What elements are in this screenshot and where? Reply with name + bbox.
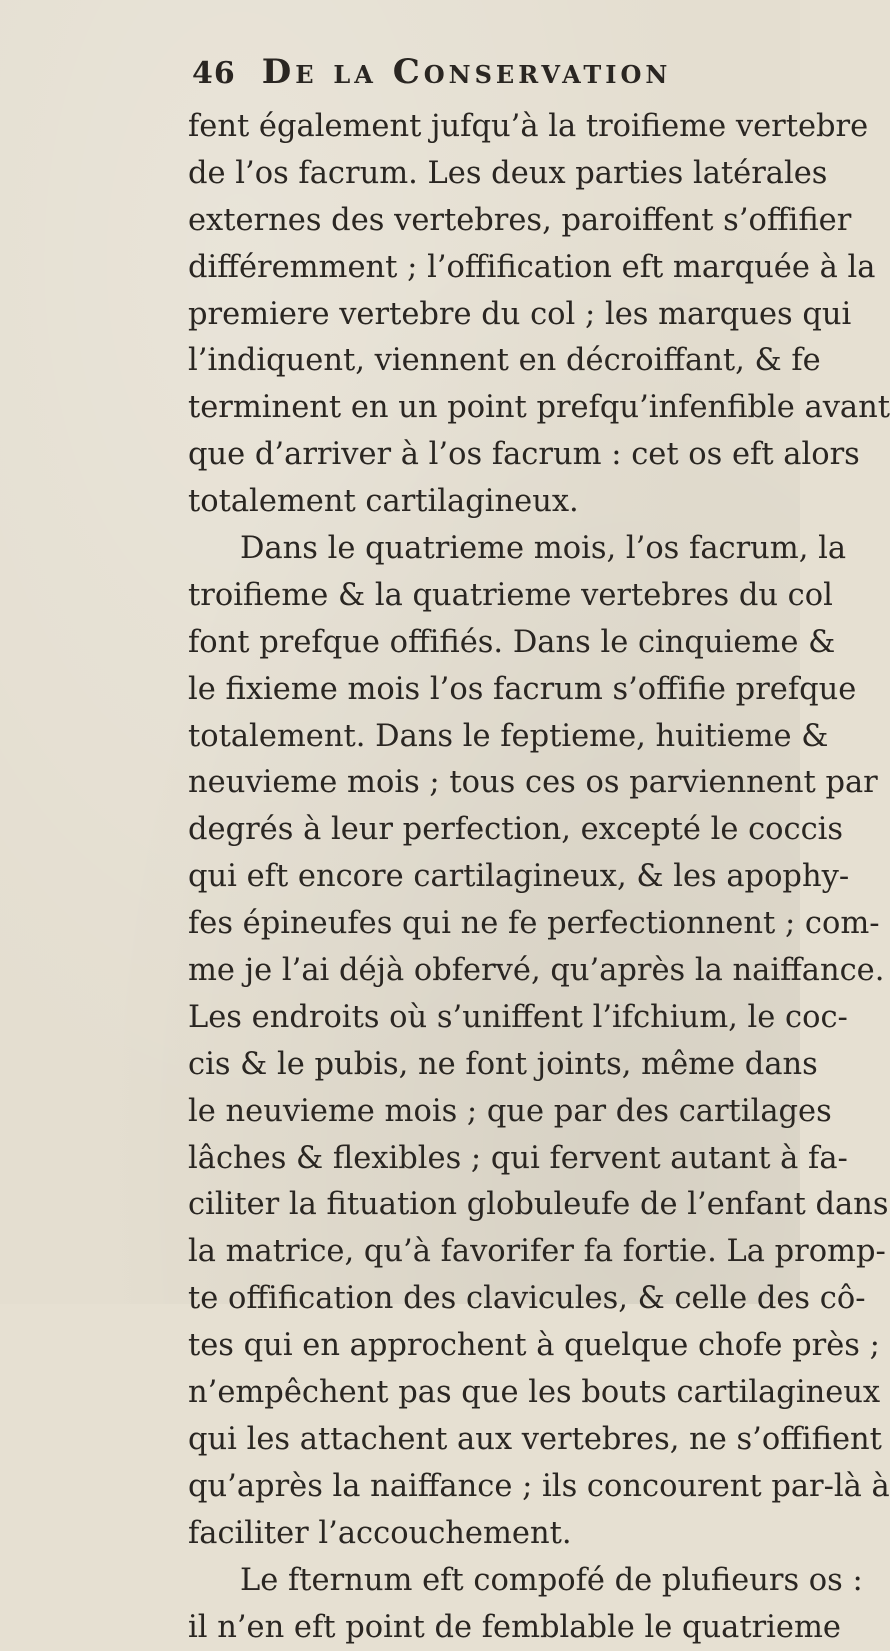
text-line: fent également jufqu’à la troifieme vertebre: [188, 104, 768, 151]
text-line: faciliter l’accouchement.: [188, 1511, 768, 1558]
text-line: ciliter la fituation globuleufe de l’enfant dans: [188, 1182, 768, 1229]
text-line: troifieme & la quatrieme vertebres du col: [188, 573, 768, 620]
text-line: n’empêchent pas que les bouts cartilagineux: [188, 1370, 768, 1417]
text-line: le fixieme mois l’os facrum s’offifie prefque: [188, 667, 768, 714]
text-line: la matrice, qu’à favorifer fa fortie. La promp-: [188, 1229, 768, 1276]
text-line: font prefque offifiés. Dans le cinquieme &: [188, 620, 768, 667]
text-line: qui les attachent aux vertebres, ne s’offifient: [188, 1417, 768, 1464]
text-line: le neuvieme mois ; que par des cartilages: [188, 1089, 768, 1136]
text-line: Dans le quatrieme mois, l’os facrum, la: [188, 526, 768, 573]
text-line: me je l’ai déjà obfervé, qu’après la naiffance.: [188, 948, 768, 995]
text-line: terminent en un point prefqu’infenfible avant: [188, 385, 768, 432]
text-line: degrés à leur perfection, excepté le coccis: [188, 807, 768, 854]
text-line: différemment ; l’offification eft marquée à la: [188, 245, 768, 292]
text-line: premiere vertebre du col ; les marques qui: [188, 292, 768, 339]
text-line: Les endroits où s’uniffent l’ifchium, le coc-: [188, 995, 768, 1042]
text-line: totalement. Dans le feptieme, huitieme &: [188, 714, 768, 761]
page-number: 46: [192, 56, 236, 91]
text-line: qu’après la naiffance ; ils concourent par-là à: [188, 1464, 768, 1511]
text-line: fes épineufes qui ne fe perfectionnent ; com-: [188, 901, 768, 948]
text-line: l’indiquent, viennent en décroiffant, & fe: [188, 338, 768, 385]
text-line: tes qui en approchent à quelque chofe près ;: [188, 1323, 768, 1370]
text-line: Le fternum eft compofé de plufieurs os :: [188, 1558, 768, 1605]
text-line: neuvieme mois ; tous ces os parviennent par: [188, 760, 768, 807]
body-text: [188, 104, 768, 1651]
text-line: lâches & flexibles ; qui fervent autant à fa-: [188, 1136, 768, 1183]
text-line: totalement cartilagineux.: [188, 479, 768, 526]
text-line: de l’os facrum. Les deux parties latérales: [188, 151, 768, 198]
text-line: te offification des clavicules, & celle des cô-: [188, 1276, 768, 1323]
text-line: il n’en eft point de femblable le quatrieme: [188, 1605, 768, 1651]
text-line: que d’arriver à l’os facrum : cet os eft alors: [188, 432, 768, 479]
page-header: [192, 52, 671, 92]
text-line: cis & le pubis, ne font joints, même dans: [188, 1042, 768, 1089]
running-head: De la Conservation: [262, 52, 672, 92]
text-line: externes des vertebres, paroiffent s’offifier: [188, 198, 768, 245]
text-line: qui eft encore cartilagineux, & les apophy-: [188, 854, 768, 901]
